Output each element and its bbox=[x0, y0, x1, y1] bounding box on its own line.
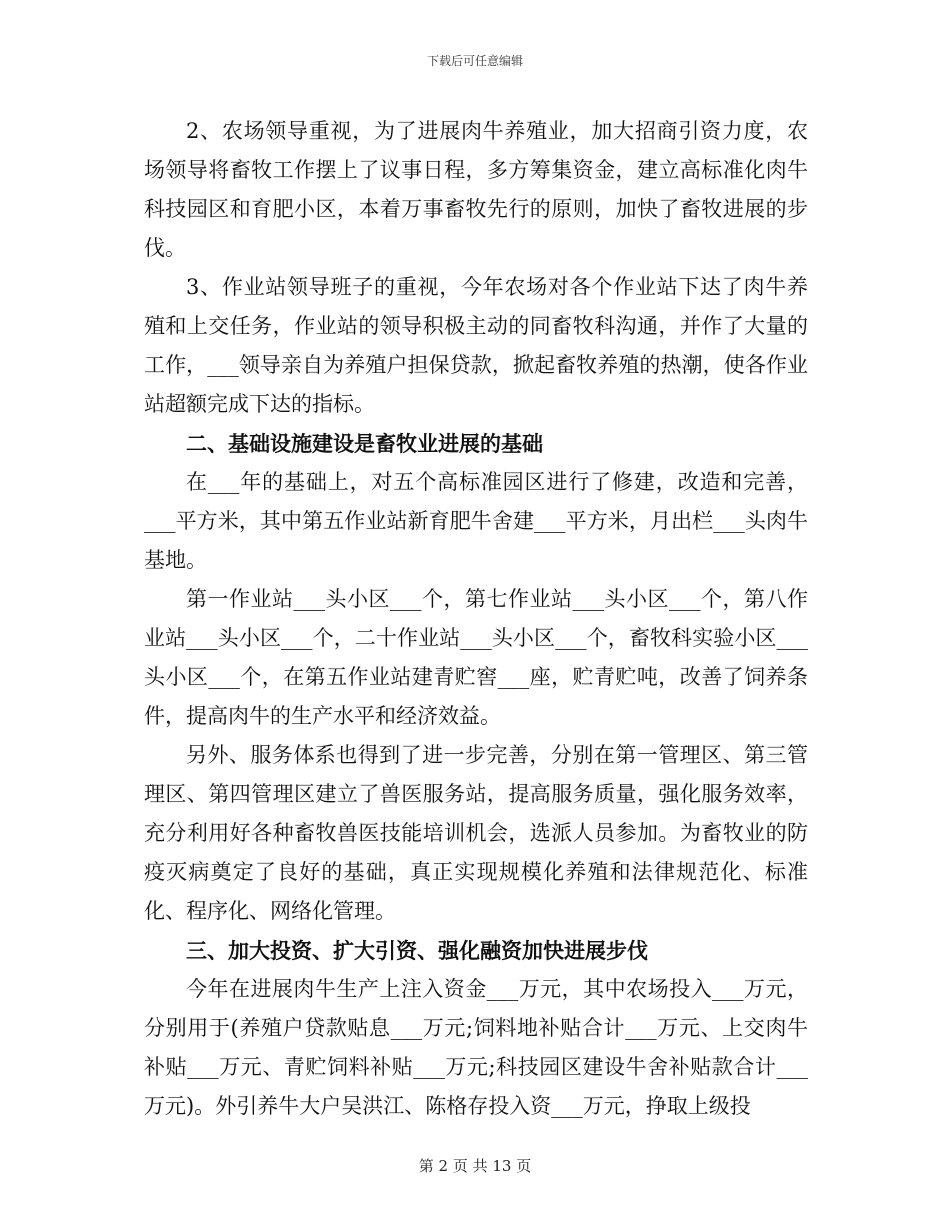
paragraph-station-leadership: 3、作业站领导班子的重视，今年农场对各个作业站下达了肉牛养殖和上交任务，作业站的领导积极主动的同畜牧科沟通，并作了大量的工作，___领导亲自为养殖户担保贷款，掀起畜牧养殖的热潮，使各作业站超额完成下达的指标。 bbox=[144, 275, 808, 416]
section-heading-investment: 三、加大投资、扩大引资、强化融资加快进展步伐 bbox=[186, 938, 648, 963]
paragraph-investment-details: 今年在进展肉牛生产上注入资金___万元，其中农场投入___万元，分别用于(养殖户贷款贴息___万元;饲料地补贴合计___万元、上交肉牛补贴___万元、青贮饲料补贴___万元;科技园区建设牛舍补贴款合计___万元)。外引养牛大户吴洪江、陈格存投入资___万元，挣取上级投 bbox=[144, 977, 808, 1118]
page-footer: 第 2 页 共 13 页 bbox=[418, 1157, 532, 1175]
page-header: 下载后可任意编辑 bbox=[426, 54, 523, 68]
section-heading-infrastructure: 二、基础设施建设是畜牧业进展的基础 bbox=[186, 431, 543, 456]
paragraph-station-districts: 第一作业站___头小区___个，第七作业站___头小区___个，第八作业站___头小区___个，二十作业站___头小区___个，畜牧科实验小区___头小区___个，在第五作业站建青贮窖___座，贮青贮吨，改善了饲养条件，提高肉牛的生产水平和经济效益。 bbox=[144, 587, 808, 728]
paragraph-leadership-support: 2、农场领导重视，为了进展肉牛养殖业，加大招商引资力度，农场领导将畜牧工作摆上了议事日程，多方筹集资金，建立高标准化肉牛科技园区和育肥小区，本着万事畜牧先行的原则，加快了畜牧进展的步伐。 bbox=[144, 119, 808, 260]
document-body bbox=[144, 112, 808, 1126]
paragraph-service-system: 另外、服务体系也得到了进一步完善，分别在第一管理区、第三管理区、第四管理区建立了兽医服务站，提高服务质量，强化服务效率，充分利用好各种畜牧兽医技能培训机会，选派人员参加。为畜牧业的防疫灭病奠定了良好的基础，真正实现规模化养殖和法律规范化、标准化、程序化、网络化管理。 bbox=[144, 743, 808, 923]
paragraph-park-construction: 在___年的基础上，对五个高标准园区进行了修建，改造和完善，___平方米，其中第五作业站新育肥牛舍建___平方米，月出栏___头肉牛基地。 bbox=[144, 470, 808, 572]
